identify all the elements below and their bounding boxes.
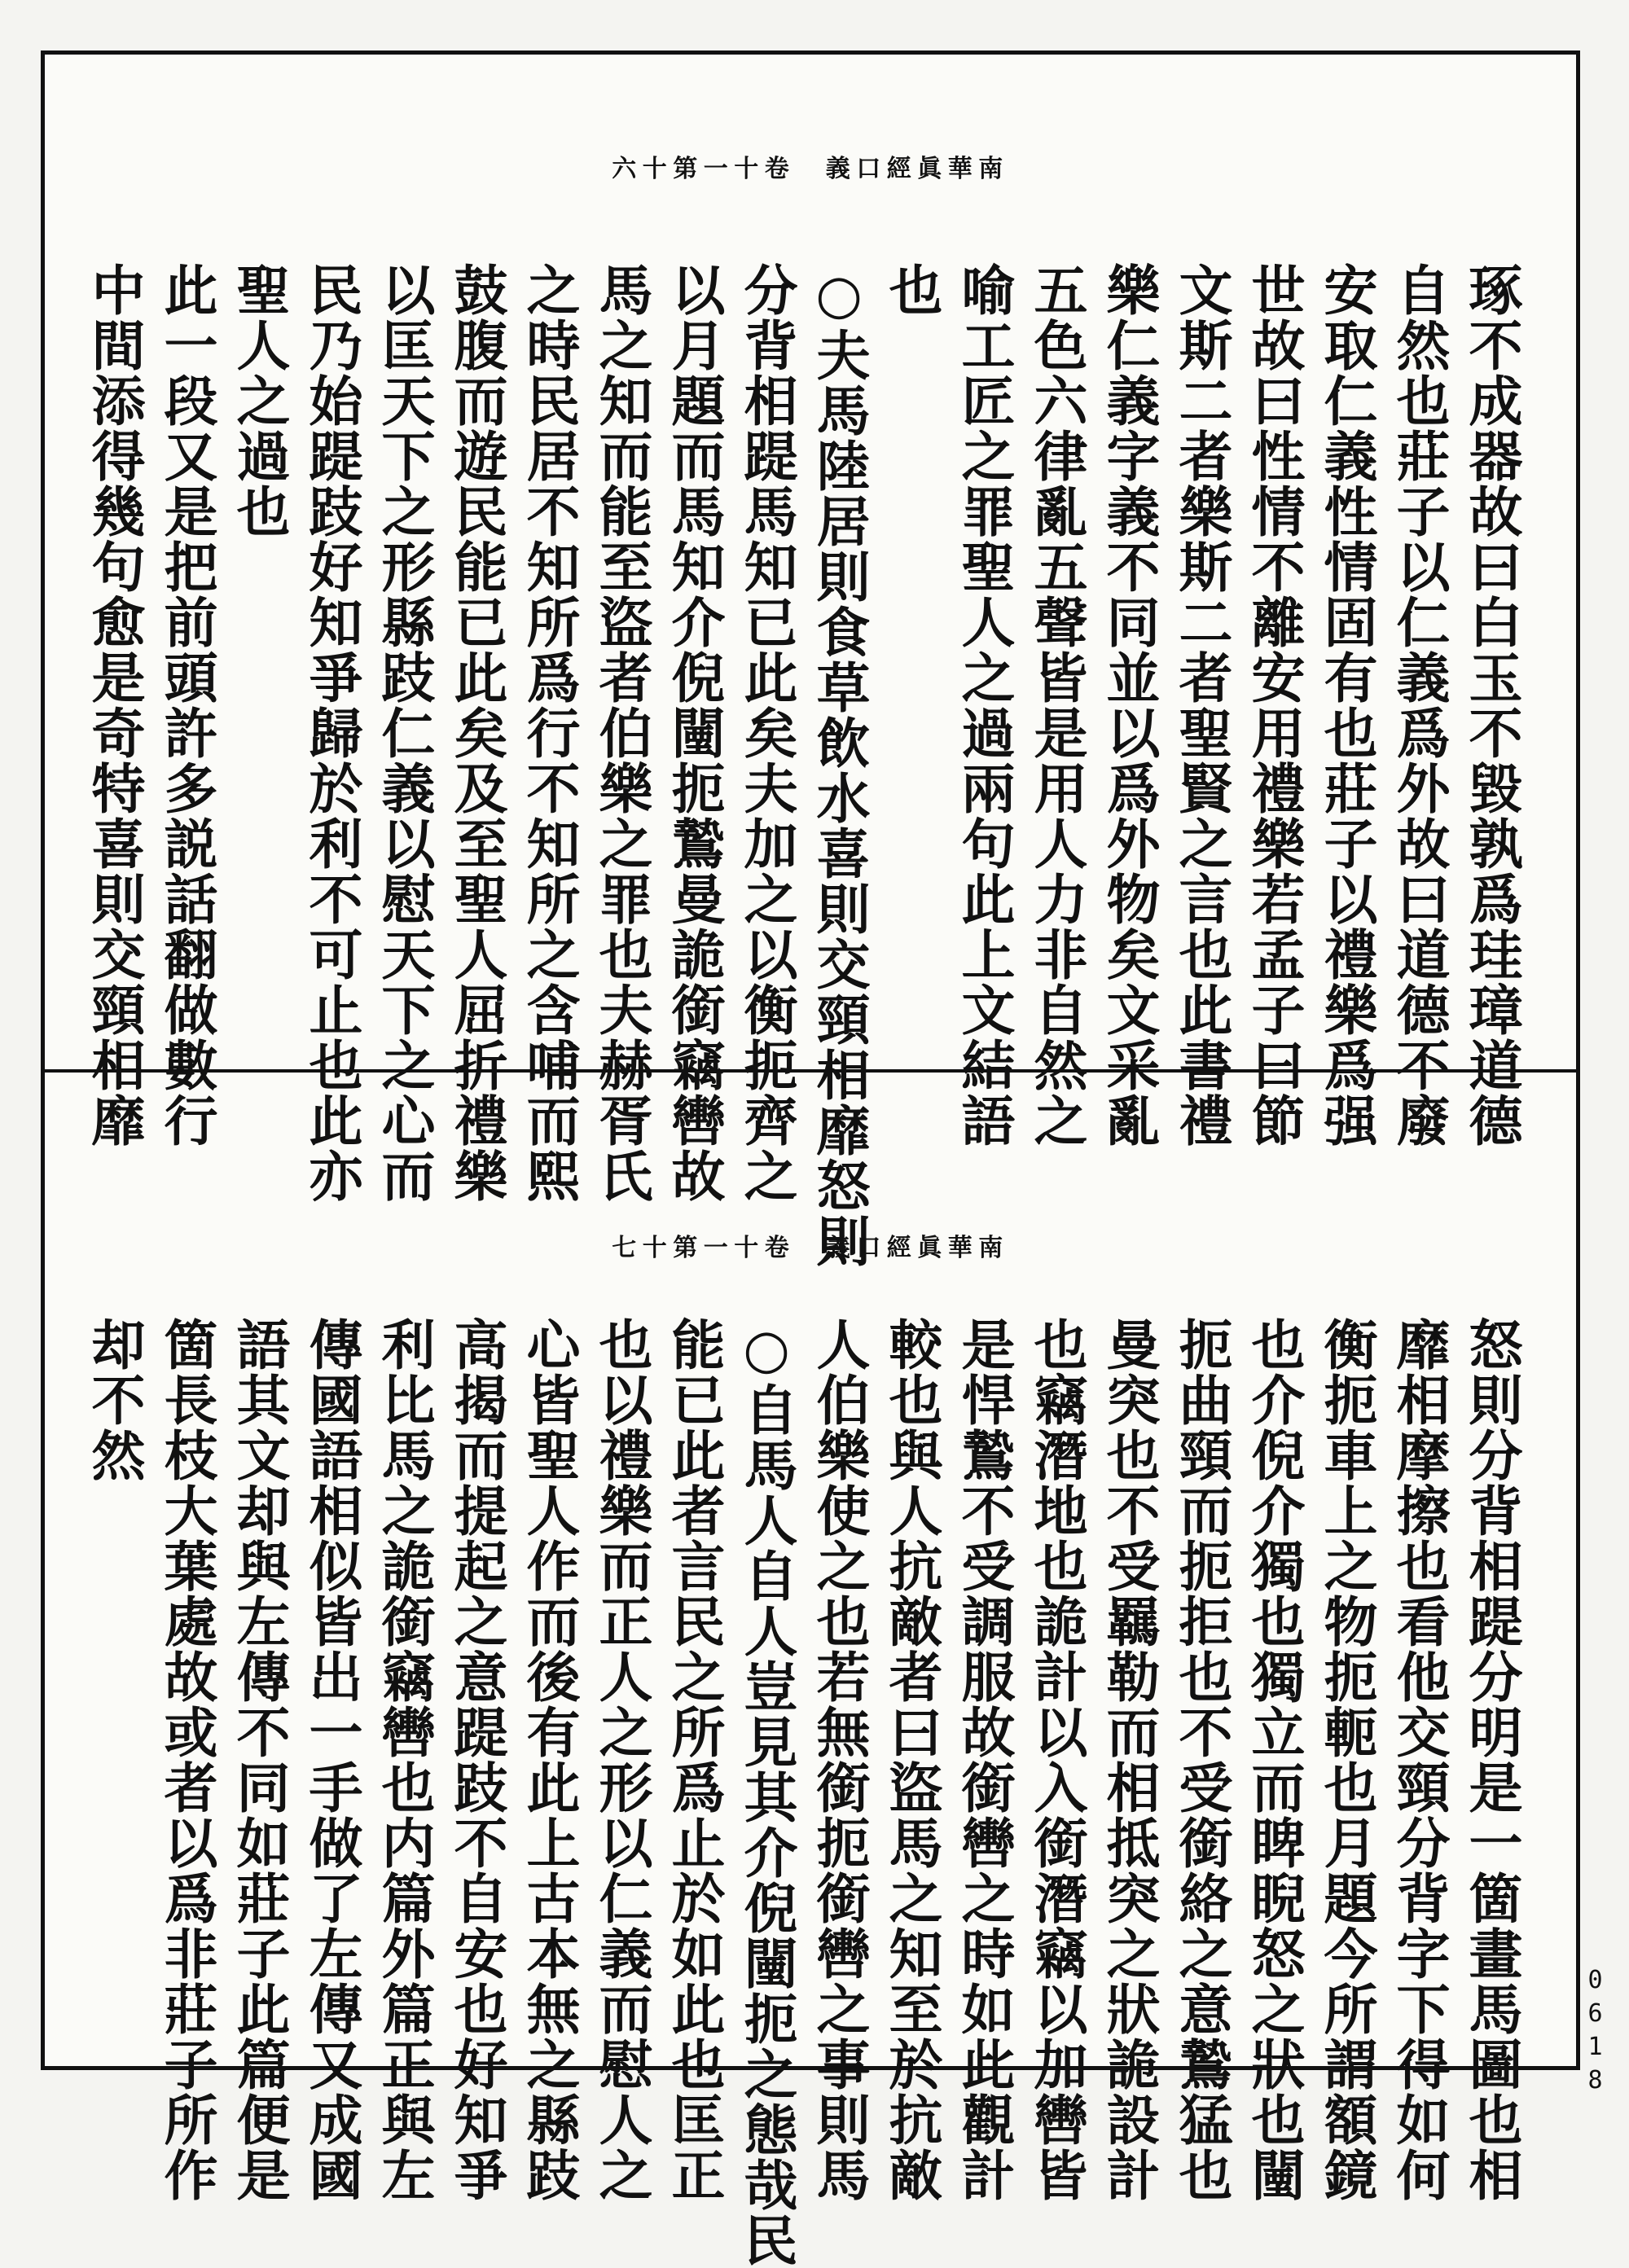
text-column: 靡相摩擦也看他交頸分背字下得如何 bbox=[1387, 1317, 1451, 2203]
text-column: 也 bbox=[880, 262, 943, 318]
text-column: 文斯二者樂斯二者聖賢之言也此書禮 bbox=[1170, 262, 1233, 1148]
text-column: 扼曲頸而扼拒也不受銜絡之意鷙猛也 bbox=[1170, 1317, 1233, 2203]
text-columns bbox=[82, 1317, 1527, 2268]
text-column: 世故曰性情不離安用禮樂若孟子曰節 bbox=[1242, 262, 1306, 1148]
text-column: 分背相踶馬知已此矣夫加之以衡扼齊之 bbox=[735, 262, 798, 1204]
page-frame bbox=[41, 50, 1580, 2268]
text-column: 安取仁義性情固有也莊子以禮樂爲强 bbox=[1315, 262, 1378, 1148]
text-column: 是悍鷙不受調服故銜轡之時如此觀計 bbox=[952, 1317, 1016, 2203]
text-column: 喻工匠之罪聖人之過兩句此上文結語 bbox=[952, 262, 1016, 1148]
text-column: 以匡天下之形縣跂仁義以慰天下之心而 bbox=[372, 262, 436, 1204]
text-column: 人伯樂使之也若無銜扼銜轡之事則馬 bbox=[807, 1317, 871, 2203]
text-column: 琢不成器故曰白玉不毀孰爲珪璋道德 bbox=[1460, 262, 1523, 1148]
text-column: 曼突也不受羈勒而相抵突之狀詭設計 bbox=[1097, 1317, 1161, 2203]
text-column: 利比馬之詭銜竊轡也内篇外篇正與左 bbox=[372, 1317, 436, 2203]
text-column: 中間添得幾句愈是奇特喜則交頸相靡 bbox=[82, 262, 146, 1148]
text-column: 此一段又是把前頭許多説話翻做數行 bbox=[155, 262, 218, 1148]
text-column: 怒則分背相踶分明是一箇畫馬圖也相 bbox=[1460, 1317, 1523, 2203]
text-column: 也介倪介獨也獨立而睥睨怒之狀也闉 bbox=[1242, 1317, 1306, 2203]
text-column: 五色六律亂五聲皆是用人力非自然之 bbox=[1025, 262, 1088, 1148]
running-header: 南華眞經口義 卷十一第十七 bbox=[612, 1234, 1009, 1262]
text-column: 民乃始踶跂好知爭歸於利不可止也此亦 bbox=[300, 262, 363, 1204]
text-column: ○夫馬陸居則食草飲水喜則交頸相靡怒則 bbox=[807, 262, 871, 1269]
text-column: 聖人之過也 bbox=[227, 262, 291, 539]
running-header: 南華眞經口義 卷十一第十六 bbox=[612, 155, 1009, 183]
text-column: 却不然 bbox=[82, 1317, 146, 1483]
text-column: 之時民居不知所爲行不知所之含哺而熙 bbox=[517, 262, 581, 1204]
text-column: 衡扼車上之物扼軛也月題今所謂額鏡 bbox=[1315, 1317, 1378, 2203]
text-column: 也竊潛地也詭計以入銜潛竊以加轡皆 bbox=[1025, 1317, 1088, 2203]
text-column: 箇長枝大葉處故或者以爲非莊子所作 bbox=[155, 1317, 218, 2203]
text-column: 語其文却與左傳不同如莊子此篇便是 bbox=[227, 1317, 291, 2203]
text-column: 自然也莊子以仁義爲外故曰道德不廢 bbox=[1387, 262, 1451, 1148]
text-column: 馬之知而能至盜者伯樂之罪也夫赫胥氏 bbox=[590, 262, 653, 1204]
text-column: 高揭而提起之意踶跂不自安也好知爭 bbox=[445, 1317, 508, 2203]
bottom-page bbox=[45, 1073, 1576, 2268]
page-number: 0618 bbox=[1581, 1966, 1609, 2099]
text-column: 較也與人抗敵者曰盜馬之知至於抗敵 bbox=[880, 1317, 943, 2203]
text-column: 以月題而馬知介倪闉扼鷙曼詭銜竊轡故 bbox=[662, 262, 726, 1204]
text-column: 能已此者言民之所爲止於如此也匡正 bbox=[662, 1317, 726, 2203]
text-column: 傳國語相似皆出一手做了左傳又成國 bbox=[300, 1317, 363, 2203]
text-column: 樂仁義字義不同並以爲外物矣文采亂 bbox=[1097, 262, 1161, 1148]
text-column: 心皆聖人作而後有此上古本無之縣跂 bbox=[517, 1317, 581, 2203]
text-column: ○自馬人自人豈見其介倪闉扼之態哉民 bbox=[735, 1317, 798, 2268]
text-column: 也以禮樂而正人之形以仁義而慰人之 bbox=[590, 1317, 653, 2203]
text-column: 鼓腹而遊民能已此矣及至聖人屈折禮樂 bbox=[445, 262, 508, 1204]
